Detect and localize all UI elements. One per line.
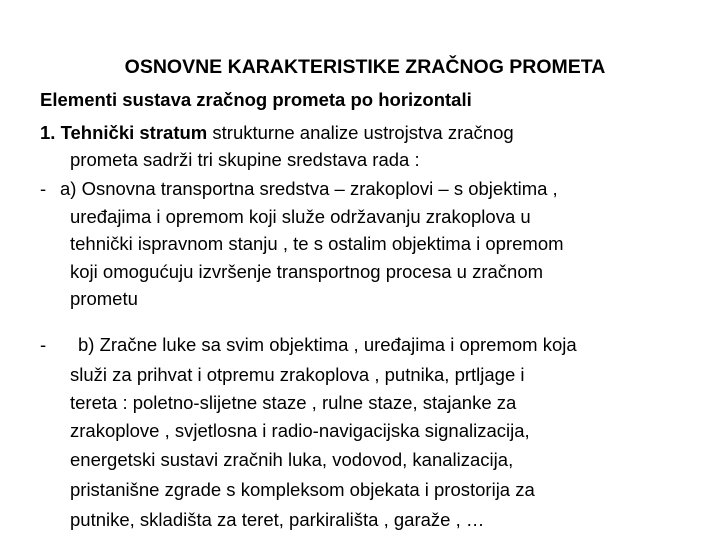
point-1-term: Tehnički stratum (60, 122, 208, 143)
item-b-line: služi za prihvat i otpremu zrakoplova , putnika, prtljage i (70, 364, 525, 385)
section-heading: Elementi sustava zračnog prometa po horizontali (40, 89, 472, 110)
point-1-text: strukturne analize ustrojstva zračnog (207, 122, 514, 143)
point-1-continuation: prometa sadrži tri skupine sredstava rada : (70, 149, 420, 170)
item-a-line: prometu (70, 288, 138, 309)
point-1 (40, 122, 514, 144)
item-b-bullet: - (40, 334, 47, 355)
item-b-line: b) Zračne luke sa svim objektima , uređajima i opremom koja (78, 334, 577, 355)
point-1-number: 1. (40, 122, 56, 143)
item-a-line: uređajima i opremom koji služe održavanju zrakoplova u (70, 206, 531, 227)
item-a-line: a) Osnovna transportna sredstva – zrakoplovi – s objektima , (60, 178, 558, 199)
item-b-line: pristanišne zgrade s kompleksom objekata i prostorija za (70, 479, 535, 500)
item-a-line: tehnički ispravnom stanju , te s ostalim objektima i opremom (70, 233, 564, 254)
item-b-line: tereta : poletno-slijetne staze , rulne staze, stajanke za (70, 392, 517, 413)
item-b-line: putnike, skladišta za teret, parkirališta , garaže , … (70, 509, 485, 530)
item-b-line: zrakoplove , svjetlosna i radio-navigacijska signalizacija, (70, 420, 530, 441)
item-a-line: koji omogućuju izvršenje transportnog procesa u zračnom (70, 261, 544, 282)
item-a-bullet: - (40, 178, 47, 199)
item-b-line: energetski sustavi zračnih luka, vodovod, kanalizacija, (70, 449, 514, 470)
slide-title: OSNOVNE KARAKTERISTIKE ZRAČNOG PROMETA (124, 56, 606, 78)
